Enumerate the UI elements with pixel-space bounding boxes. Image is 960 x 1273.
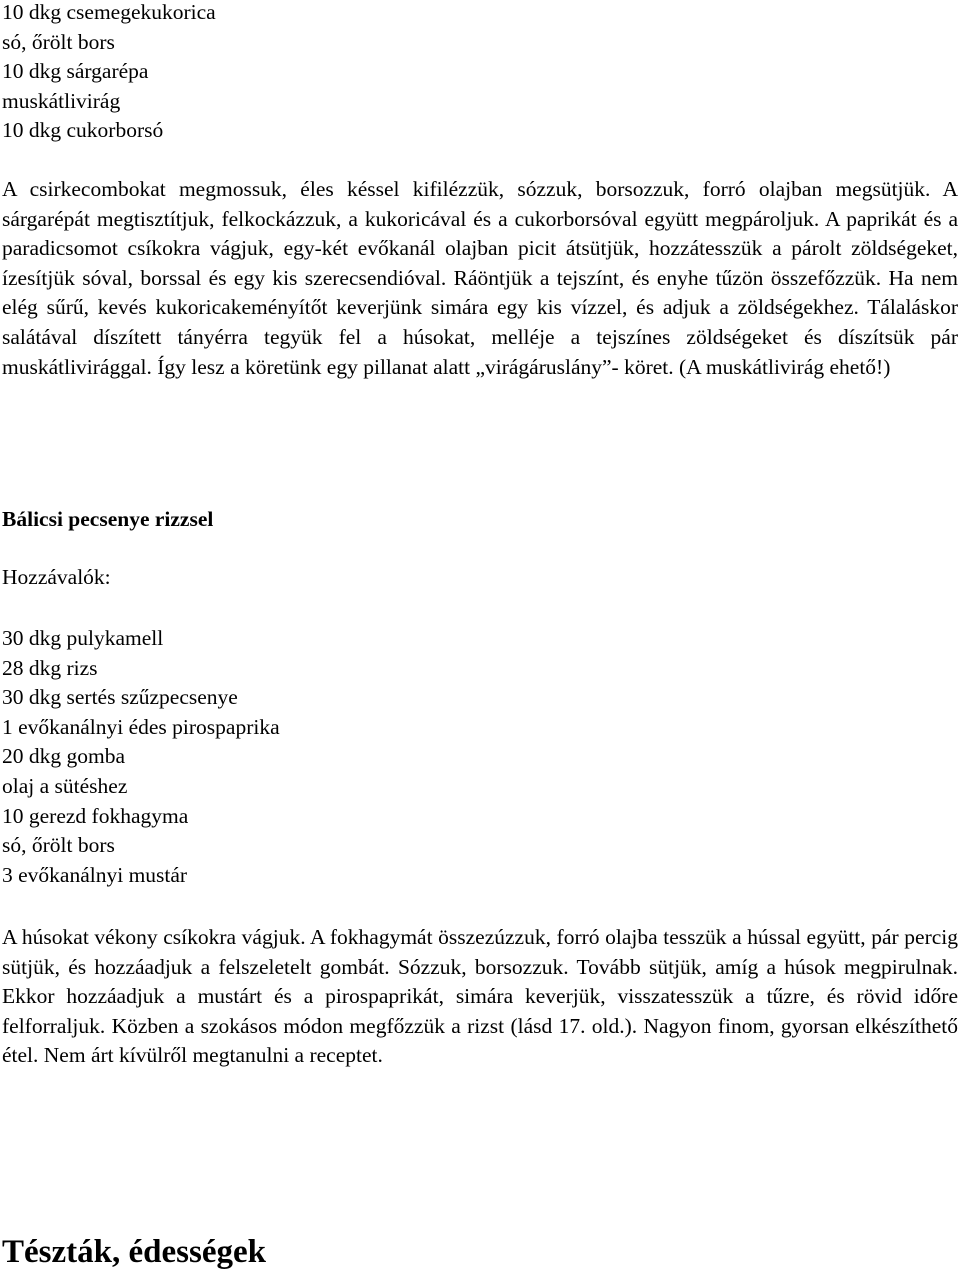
ingredient-line: só, őrölt bors <box>2 833 115 858</box>
ingredient-line: 10 dkg sárgarépa <box>2 59 149 84</box>
ingredient-line: 3 evőkanálnyi mustár <box>2 862 188 887</box>
recipe-ingredients-list <box>2 624 280 890</box>
previous-recipe-instructions: A csirkecombokat megmossuk, éles késsel kifilézzük, sózzuk, borsozzuk, forró olajban megsütjük. A sárgarépát megtisztítjuk, felkockázzuk, a kukoricával és a cukorborsóval együtt megpároljuk. A paprikát és a paradicsomot csíkokra vágjuk, egy-két evőkanál olajban picit átsütjük, hozzátesszük a párolt zöldségeket, ízesítjük sóval, borssal és egy kis szerecsendióval. Ráöntjük a tejszínt, és enyhe tűzön összefőzzük. Ha nem elég sűrű, kevés kukoricakeményítőt keverjünk simára egy kis vízzel, és adjuk a zöldségekhez. Tálaláskor salátával díszített tányérra tegyük fel a húsokat, melléje a tejszínes zöldségeket és díszítsük pár muskátlivirággal. Így lesz a köretünk egy pillanat alatt „virágáruslány”- köret. (A muskátlivirág ehető!) <box>2 177 958 379</box>
previous-recipe-ingredients <box>2 0 216 146</box>
ingredient-line: 30 dkg sertés szűzpecsenye <box>2 685 238 710</box>
ingredient-line: olaj a sütéshez <box>2 773 128 798</box>
section-title: Tészták, édességek <box>2 1234 266 1270</box>
ingredient-line: 28 dkg rizs <box>2 655 98 680</box>
ingredient-line: 20 dkg gomba <box>2 744 126 769</box>
ingredient-line: muskátlivirág <box>2 88 121 113</box>
ingredient-line: 30 dkg pulykamell <box>2 626 164 650</box>
ingredient-line: 10 gerezd fokhagyma <box>2 803 189 828</box>
ingredient-line: 10 dkg csemegekukorica <box>2 0 216 24</box>
ingredient-line: 1 evőkanálnyi édes pirospaprika <box>2 714 280 739</box>
ingredient-line: só, őrölt bors <box>2 29 115 54</box>
ingredient-line: 10 dkg cukorborsó <box>2 118 164 143</box>
recipe-instructions: A húsokat vékony csíkokra vágjuk. A fokhagymát összezúzzuk, forró olajba tesszük a hússal együtt, pár percig sütjük, és hozzáadjuk a felszeletelt gombát. Sózzuk, borsozzuk. Tovább sütjük, amíg a húsok megpirulnak. Ekkor hozzáadjuk a mustárt és a pirospaprikát, simára keverjük, visszatesszük a tűzre, és rövid időre felforraljuk. Közben a szokásos módon megfőzzük a rizst (lásd 17. old.). Nagyon finom, gyorsan elkészíthető étel. Nem árt kívülről megtanulni a receptet. <box>2 925 958 1068</box>
ingredients-heading: Hozzávalók: <box>2 565 111 589</box>
recipe-title: Bálicsi pecsenye rizzsel <box>2 507 214 531</box>
